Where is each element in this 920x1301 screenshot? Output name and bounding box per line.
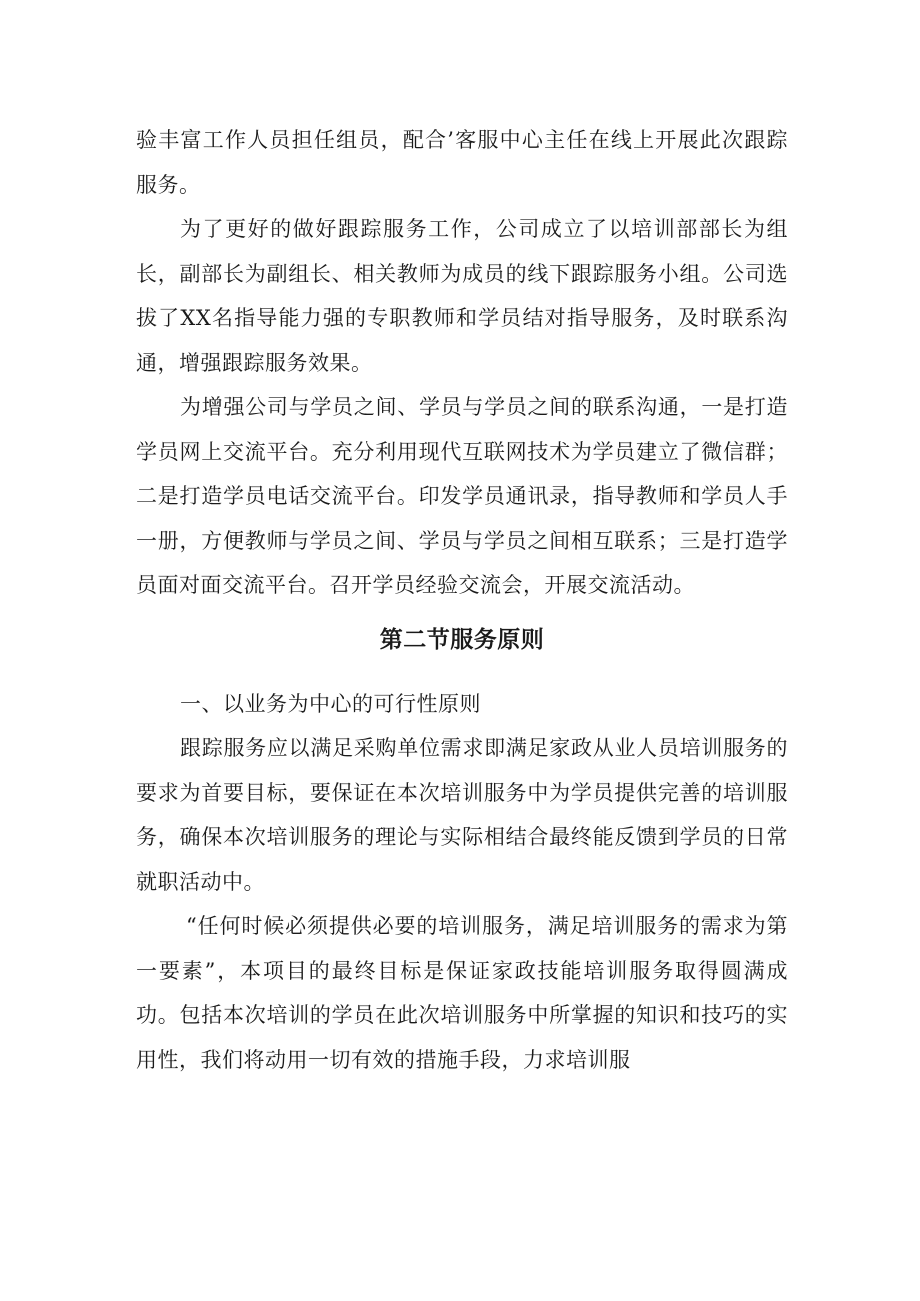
paragraph-principle-quote: “任何时候必须提供必要的培训服务，满足培训服务的需求为第一要素”，本项目的最终目标是保证家政技能培训服务取得圆满成功。包括本次培训的学员在此次培训服务中所掌握的知识和技巧的实用性，我们将动用一切有效的措施手段，力求培训服 (136, 914, 788, 1072)
document-page (136, 118, 788, 1082)
section-heading: 第二节服务原则 (379, 625, 545, 653)
paragraph-principle-goal: 跟踪服务应以满足采购单位需求即满足家政从业人员培训服务的要求为首要目标，要保证在本次培训服务中为学员提供完善的培训服务，确保本次培训服务的理论与实际相结合最终能反馈到学员的日常就职活动中。 (136, 736, 788, 894)
principle-subheading: 一、以业务为中心的可行性原则 (180, 691, 481, 716)
paragraph-communication: 为增强公司与学员之间、学员与学员之间的联系沟通，一是打造学员网上交流平台。充分利用现代互联网技术为学员建立了微信群；二是打造学员电话交流平台。印发学员通讯录，指导教师和学员人手一册，方便教师与学员之间、学员与学员之间相互联系；三是打造学员面对面交流平台。召开学员经验交流会，开展交流活动。 (136, 395, 788, 597)
paragraph-continuation: 验丰富工作人员担任组员，配合’客服中心主任在线上开展此次跟踪服务。 (136, 128, 788, 197)
paragraph-tracking-team: 为了更好的做好跟踪服务工作，公司成立了以培训部部长为组长，副部长为副组长、相关教师为成员的线下跟踪服务小组。公司选拔了XX名指导能力强的专职教师和学员结对指导服务，及时联系沟通，增强跟踪服务效果。 (136, 217, 788, 375)
